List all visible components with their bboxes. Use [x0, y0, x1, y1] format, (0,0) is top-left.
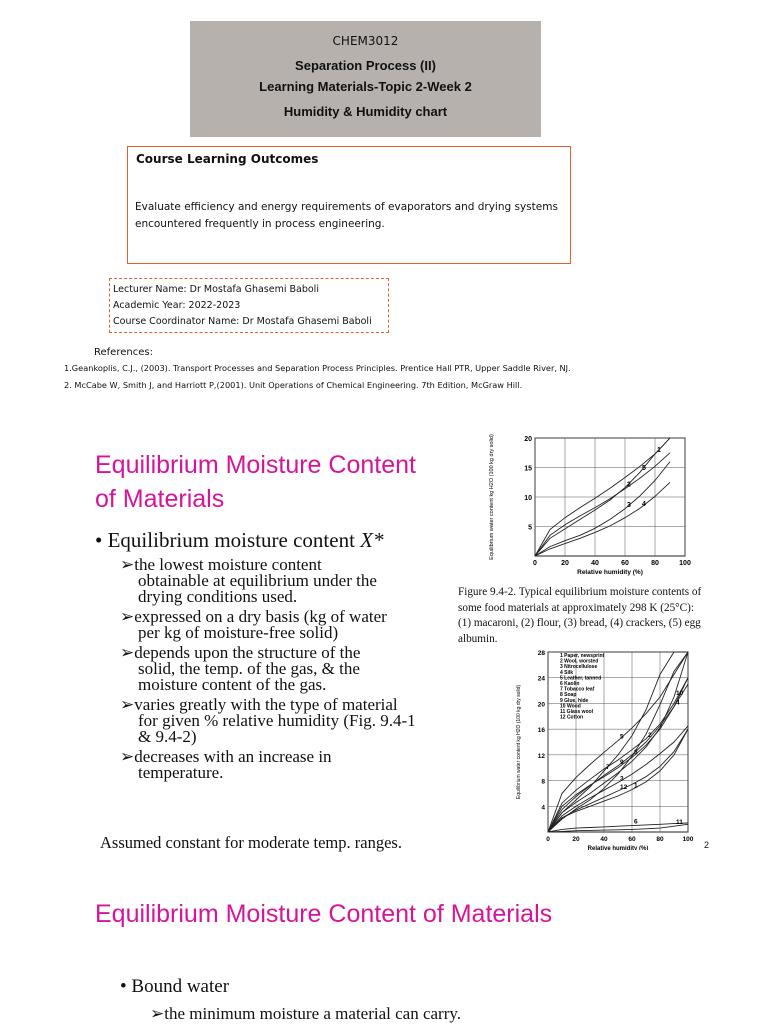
- x-star-symbol: X*: [360, 528, 384, 552]
- x-tick-label: 60: [621, 560, 629, 567]
- subbullet-1: ➢the lowest moisture content obtainable at equilibrium under the drying conditions used.: [120, 555, 377, 606]
- reference-1: 1.Geankoplis, C.J., (2003). Transport Processes and Separation Process Principles. Prentice Hall PTR, Upper Saddle River, NJ.: [64, 363, 571, 373]
- series-label-2: 2: [648, 731, 652, 739]
- x-tick-label: 40: [591, 560, 599, 567]
- legend-entry: 11 Glass wool: [560, 709, 594, 715]
- slide2-title-line2: of Materials: [95, 485, 225, 513]
- y-tick-label: 4: [541, 804, 545, 812]
- lecturer-name: Lecturer Name: Dr Mostafa Ghasemi Baboli: [113, 284, 319, 295]
- bullet-text: Equilibrium moisture content: [107, 528, 361, 552]
- title-banner: [190, 21, 541, 137]
- y-tick-label: 12: [537, 752, 545, 760]
- series-label-11: 11: [676, 819, 683, 827]
- coordinator-name: Course Coordinator Name: Dr Mostafa Ghasemi Baboli: [113, 316, 372, 327]
- material-moisture-chart: [505, 645, 705, 850]
- series-label-4: 4: [642, 501, 646, 509]
- x-tick-label: 0: [533, 560, 537, 567]
- subbullet-4: ➢varies greatly with the type of material for given % relative humidity (Fig. 9.4-1 & 9.4-2): [120, 695, 416, 746]
- subbullet-bound-water: ➢the minimum moisture a material can carry.: [150, 1004, 462, 1023]
- slide2-title-line1: Equilibrium Moisture Content: [95, 451, 416, 479]
- y-tick-label: 10: [524, 495, 532, 502]
- course-title: Separation Process (II): [295, 58, 436, 73]
- page-number: 2: [704, 840, 710, 850]
- learning-outcomes-box: [127, 146, 571, 264]
- series-label-4: 4: [676, 699, 680, 707]
- y-tick-label: 24: [537, 675, 545, 683]
- legend-entry: 10 Wood: [560, 703, 581, 710]
- legend-entry: 3 Nitrocellulose: [560, 664, 598, 671]
- series-label-5: 5: [642, 465, 646, 473]
- outcomes-heading: Course Learning Outcomes: [136, 152, 319, 166]
- topic-subtitle: Humidity & Humidity chart: [283, 104, 448, 119]
- x-tick-label: 60: [628, 836, 636, 843]
- legend-entry: 7 Tobacco leaf: [560, 686, 595, 693]
- food-moisture-chart: [480, 430, 710, 582]
- legend-entry: 9 Glue, hide: [560, 697, 589, 704]
- x-tick-label: 100: [682, 836, 694, 843]
- y-tick-label: 8: [541, 778, 545, 786]
- figure-caption: Figure 9.4-2. Typical equilibrium moisture contents of some food materials at approximately 298 K (25°C): (1) macaroni, (2) flour, (3) bread, (4) crackers, (5) egg albumin.: [458, 586, 702, 645]
- series-label-1: 1: [634, 782, 638, 790]
- y-axis-label: Equilibrium water content kg H2O (100 kg dry solid): [489, 434, 495, 560]
- subbullet-3: ➢depends upon the structure of the solid, the temp. of the gas, & the moisture content of the gas.: [120, 643, 361, 694]
- subbullet-2: ➢expressed on a dry basis (kg of water per kg of moisture-free solid): [120, 607, 387, 642]
- subbullet-bound-water-text: the minimum moisture a material can carry.: [164, 1004, 462, 1023]
- legend-entry: 12 Cotton: [560, 714, 584, 721]
- note-constant: Assumed constant for moderate temp. ranges.: [100, 833, 402, 852]
- y-tick-label: 20: [537, 701, 545, 709]
- legend-entry: 1 Paper, newsprint: [560, 653, 605, 659]
- legend-entry: 6 Kaolin: [560, 681, 580, 687]
- legend-entry: 8 Soap: [560, 692, 577, 699]
- x-tick-label: 0: [546, 836, 550, 843]
- x-tick-label: 20: [561, 560, 569, 567]
- x-tick-label: 80: [651, 560, 659, 567]
- outcomes-text: Evaluate efficiency and energy requirements of evaporators and drying systems encountered frequently in process engineering.: [135, 201, 558, 230]
- series-label-2: 2: [627, 481, 631, 489]
- x-tick-label: 80: [656, 836, 664, 843]
- references-heading: References:: [94, 347, 153, 358]
- x-axis-label: Relative humidity (%): [577, 569, 643, 576]
- series-label-10: 10: [676, 690, 684, 697]
- course-code: CHEM3012: [332, 34, 399, 48]
- series-label-6: 6: [634, 818, 638, 826]
- series-label-1: 1: [657, 446, 661, 454]
- subbullet-list: [120, 557, 450, 781]
- legend-entry: 4 Silk: [560, 669, 574, 676]
- bullet-bound-water-text: Bound water: [131, 976, 230, 997]
- slide3-title: Equilibrium Moisture Content of Materials: [95, 900, 553, 928]
- y-tick-label: 28: [537, 650, 545, 657]
- x-tick-label: 40: [600, 836, 608, 843]
- x-axis-label: Relative humidity (%): [587, 846, 649, 850]
- bullet-bound-water: • Bound water: [120, 976, 230, 997]
- x-tick-label: 20: [572, 836, 580, 843]
- series-label-9: 9: [620, 758, 624, 766]
- legend-entry: 2 Wool, worsted: [560, 658, 599, 665]
- subbullet-5: ➢decreases with an increase in temperature.: [120, 747, 332, 782]
- series-label-3: 3: [627, 501, 631, 509]
- series-label-5: 5: [620, 733, 624, 741]
- y-axis-label: Equilibrium water content kg H2O (100 kg dry solid): [516, 684, 522, 800]
- y-tick-label: 15: [524, 465, 532, 473]
- y-tick-label: 5: [528, 524, 532, 532]
- series-label-8: 8: [634, 749, 638, 757]
- series-label-12: 12: [620, 783, 628, 791]
- bullet-emc: • Equilibrium moisture content X*: [95, 528, 384, 552]
- topic-title: Learning Materials-Topic 2-Week 2: [259, 79, 472, 94]
- series-label-7: 7: [606, 763, 610, 771]
- series-label-3: 3: [620, 775, 624, 783]
- reference-2: 2. McCabe W, Smith J, and Harriott P,(2001). Unit Operations of Chemical Engineering. 7th Edition, McGraw Hill.: [64, 380, 523, 390]
- y-tick-label: 16: [537, 727, 545, 735]
- y-tick-label: 20: [524, 436, 532, 443]
- lecturer-box: [109, 278, 389, 333]
- academic-year: Academic Year: 2022-2023: [113, 300, 241, 311]
- legend-entry: 5 Leather, tanned: [560, 675, 602, 682]
- x-tick-label: 100: [679, 560, 691, 567]
